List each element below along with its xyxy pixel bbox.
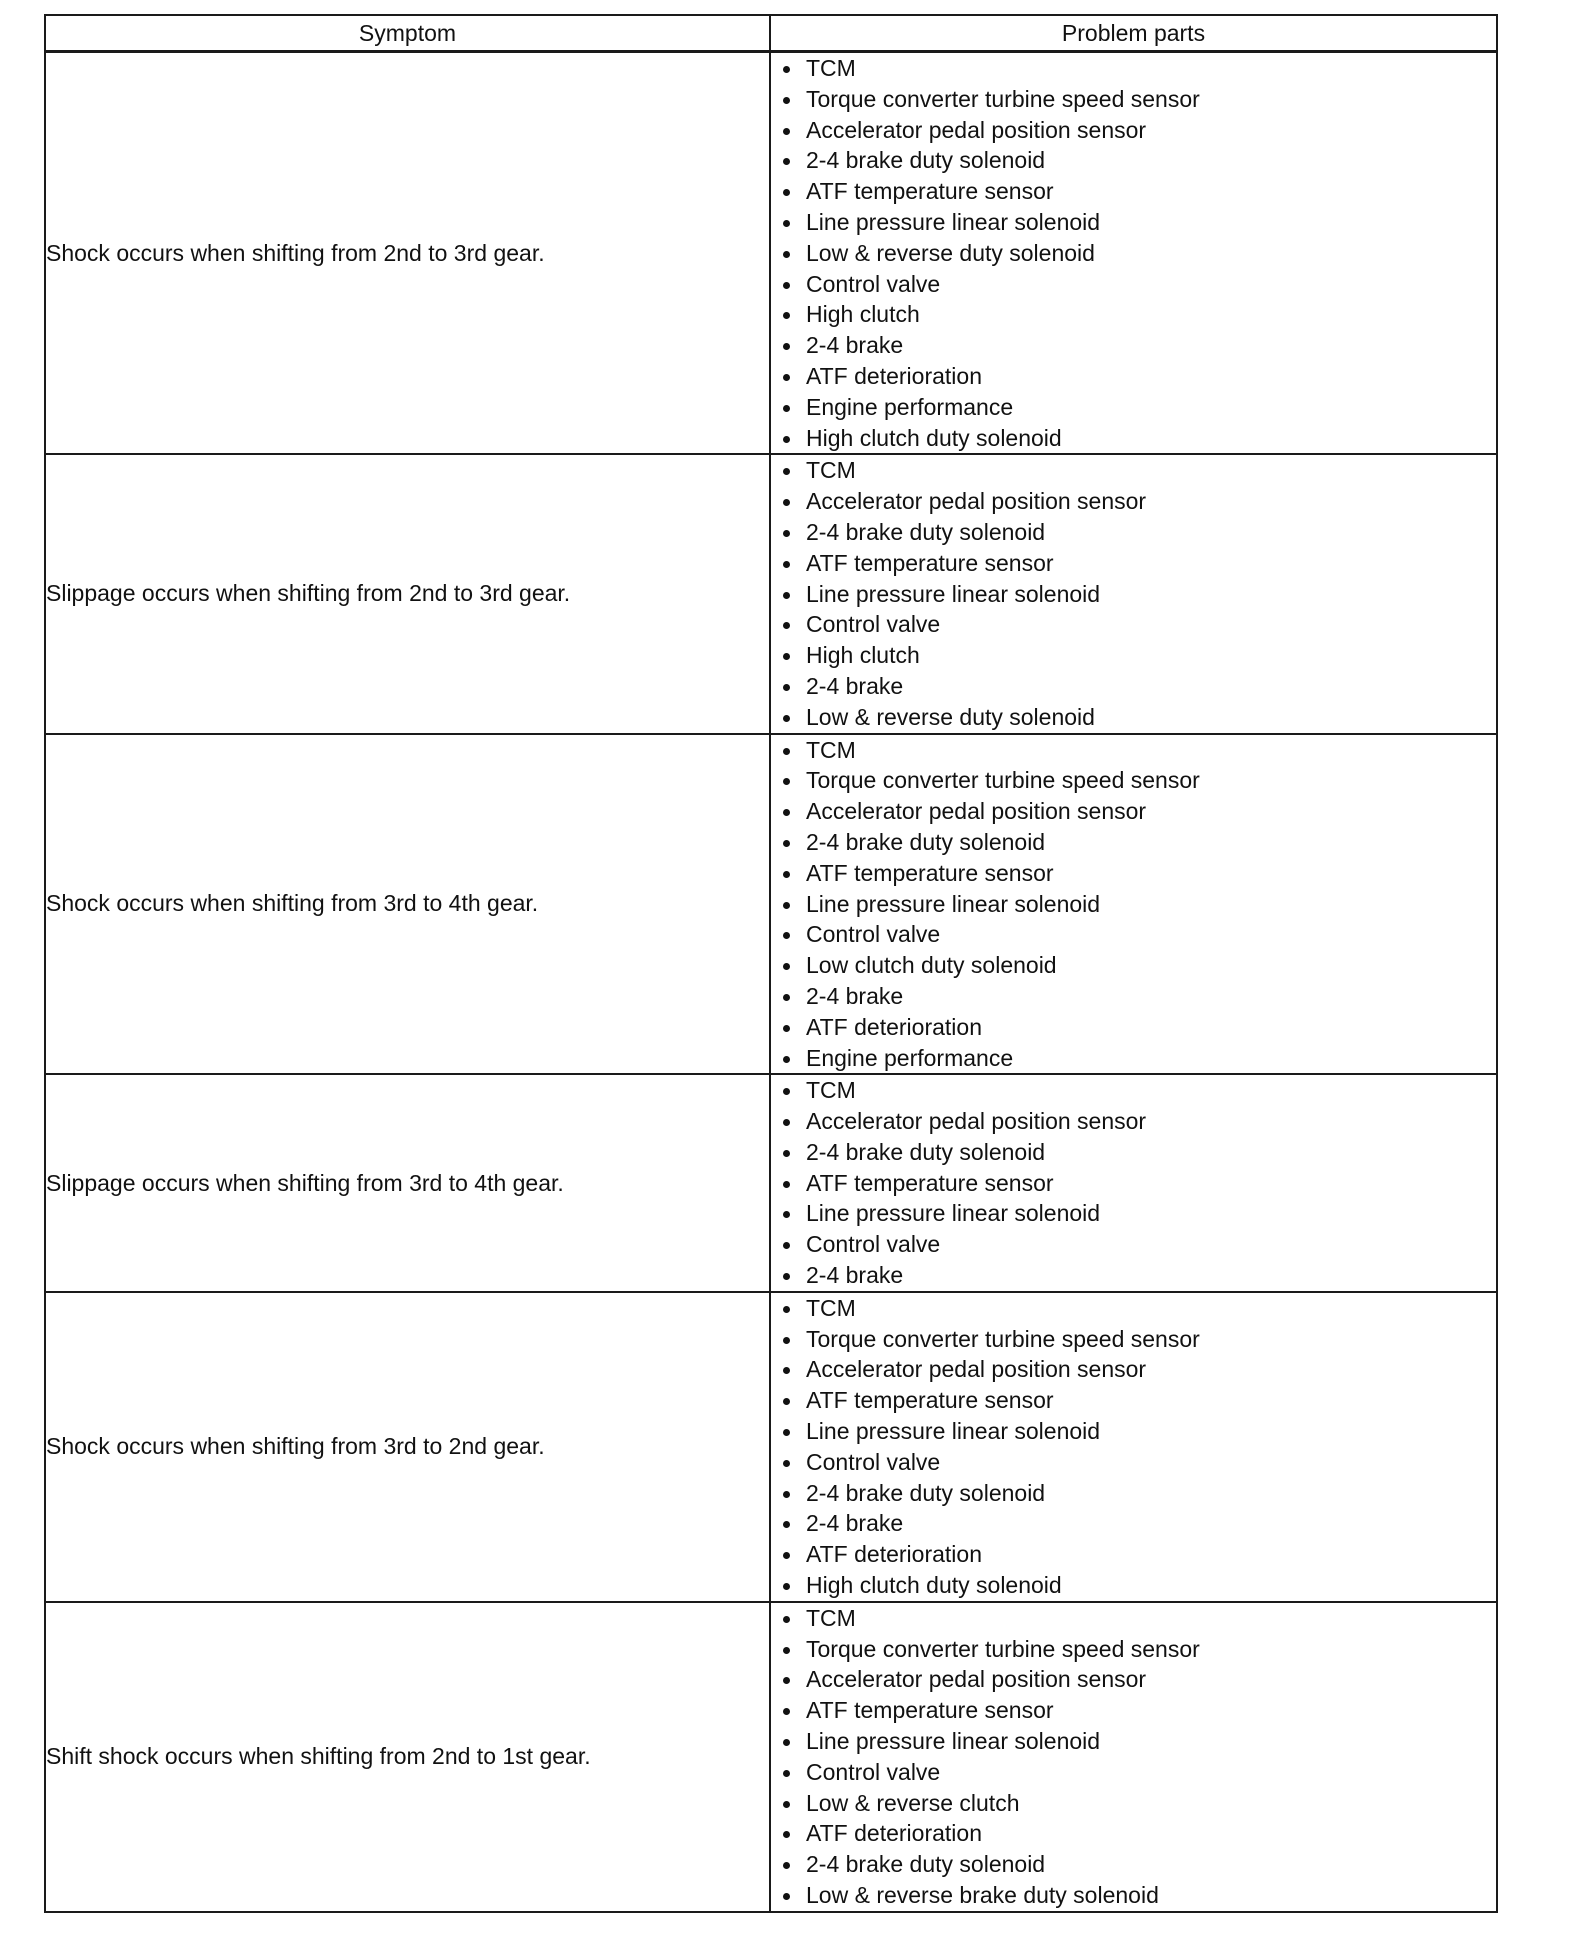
problem-part-item: 2-4 brake [780,981,1496,1012]
problem-part-item: Engine performance [780,392,1496,423]
header-problem-parts: Problem parts [770,15,1497,52]
problem-part-item: High clutch duty solenoid [780,1570,1496,1601]
problem-part-item: 2-4 brake duty solenoid [780,827,1496,858]
problem-part-item: Line pressure linear solenoid [780,1416,1496,1447]
problem-part-item: 2-4 brake [780,671,1496,702]
problem-part-item: 2-4 brake duty solenoid [780,145,1496,176]
problem-parts-list [771,1603,1496,1911]
problem-part-item: TCM [780,1293,1496,1324]
problem-parts-cell [770,1074,1497,1292]
problem-part-item: ATF temperature sensor [780,548,1496,579]
problem-part-item: ATF deterioration [780,1012,1496,1043]
table-row [45,52,1497,455]
problem-part-item: 2-4 brake [780,1260,1496,1291]
problem-part-item: High clutch [780,299,1496,330]
problem-part-item: TCM [780,1603,1496,1634]
problem-part-item: Accelerator pedal position sensor [780,1106,1496,1137]
problem-part-item: Torque converter turbine speed sensor [780,1634,1496,1665]
problem-part-item: TCM [780,455,1496,486]
problem-part-item: 2-4 brake duty solenoid [780,1478,1496,1509]
problem-parts-list [771,1075,1496,1291]
table-row [45,1602,1497,1912]
problem-parts-cell [770,734,1497,1075]
problem-part-item: Control valve [780,609,1496,640]
problem-part-item: ATF temperature sensor [780,1385,1496,1416]
problem-part-item: Low clutch duty solenoid [780,950,1496,981]
problem-part-item: Low & reverse clutch [780,1788,1496,1819]
problem-parts-cell [770,52,1497,455]
problem-part-item: Line pressure linear solenoid [780,889,1496,920]
problem-part-item: Torque converter turbine speed sensor [780,765,1496,796]
problem-part-item: Control valve [780,919,1496,950]
table-row [45,1074,1497,1292]
symptom-cell: Shift shock occurs when shifting from 2nd to 1st gear. [45,1602,770,1912]
problem-part-item: Control valve [780,1447,1496,1478]
problem-part-item: ATF deterioration [780,361,1496,392]
problem-parts-cell [770,1292,1497,1602]
problem-part-item: ATF temperature sensor [780,1695,1496,1726]
problem-part-item: ATF temperature sensor [780,1168,1496,1199]
problem-parts-list [771,735,1496,1074]
symptom-cell: Shock occurs when shifting from 2nd to 3rd gear. [45,52,770,455]
problem-part-item: Torque converter turbine speed sensor [780,1324,1496,1355]
problem-part-item: 2-4 brake [780,1508,1496,1539]
header-row [45,15,1497,52]
header-symptom: Symptom [45,15,770,52]
problem-part-item: Low & reverse brake duty solenoid [780,1880,1496,1911]
problem-part-item: 2-4 brake duty solenoid [780,1137,1496,1168]
problem-part-item: ATF temperature sensor [780,858,1496,889]
problem-part-item: Control valve [780,1229,1496,1260]
table-row [45,734,1497,1075]
problem-part-item: ATF deterioration [780,1539,1496,1570]
problem-part-item: Control valve [780,1757,1496,1788]
problem-part-item: Low & reverse duty solenoid [780,238,1496,269]
problem-part-item: Accelerator pedal position sensor [780,486,1496,517]
problem-part-item: Line pressure linear solenoid [780,579,1496,610]
symptom-cell: Slippage occurs when shifting from 2nd to 3rd gear. [45,454,770,733]
problem-part-item: ATF deterioration [780,1818,1496,1849]
problem-part-item: Low & reverse duty solenoid [780,702,1496,733]
problem-part-item: High clutch [780,640,1496,671]
problem-parts-cell [770,454,1497,733]
table-row [45,454,1497,733]
problem-part-item: Engine performance [780,1043,1496,1074]
problem-part-item: Line pressure linear solenoid [780,1726,1496,1757]
table-body [45,52,1497,1912]
symptom-cell: Slippage occurs when shifting from 3rd to 4th gear. [45,1074,770,1292]
problem-part-item: ATF temperature sensor [780,176,1496,207]
problem-part-item: TCM [780,735,1496,766]
problem-part-item: Accelerator pedal position sensor [780,796,1496,827]
problem-part-item: 2-4 brake [780,330,1496,361]
problem-parts-cell [770,1602,1497,1912]
problem-part-item: Line pressure linear solenoid [780,1198,1496,1229]
problem-part-item: Torque converter turbine speed sensor [780,84,1496,115]
problem-part-item: Line pressure linear solenoid [780,207,1496,238]
problem-part-item: TCM [780,53,1496,84]
problem-parts-list [771,53,1496,453]
problem-part-item: Accelerator pedal position sensor [780,115,1496,146]
table-header [45,15,1497,52]
symptom-cell: Shock occurs when shifting from 3rd to 2nd gear. [45,1292,770,1602]
problem-parts-list [771,1293,1496,1601]
problem-part-item: Accelerator pedal position sensor [780,1664,1496,1695]
table-row [45,1292,1497,1602]
symptom-table [44,14,1498,1913]
problem-part-item: 2-4 brake duty solenoid [780,517,1496,548]
problem-part-item: Accelerator pedal position sensor [780,1354,1496,1385]
problem-part-item: TCM [780,1075,1496,1106]
problem-part-item: Control valve [780,269,1496,300]
problem-part-item: High clutch duty solenoid [780,423,1496,454]
problem-parts-list [771,455,1496,732]
problem-part-item: 2-4 brake duty solenoid [780,1849,1496,1880]
symptom-cell: Shock occurs when shifting from 3rd to 4th gear. [45,734,770,1075]
